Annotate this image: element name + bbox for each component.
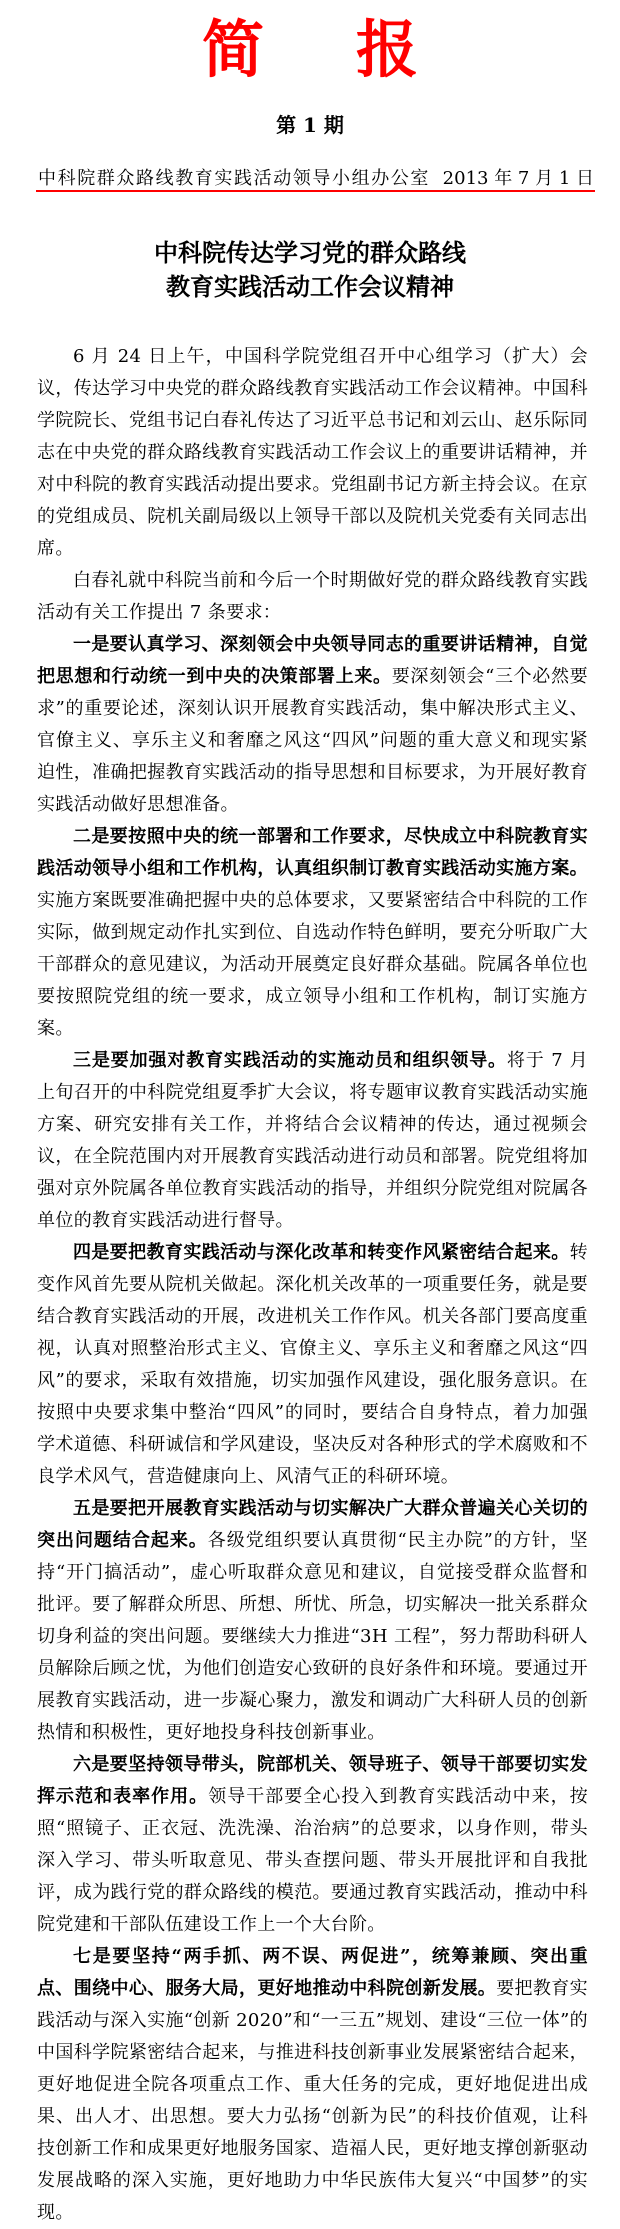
masthead-char-2: 报	[355, 13, 418, 86]
requirement-heading: 四是要把教育实践活动与深化改革和转变作风紧密结合起来。	[73, 1242, 570, 1263]
article-body	[37, 341, 588, 2229]
article-title	[0, 236, 620, 304]
requirement-heading: 六是要坚持领导带头，院部机关、领导班子、领导干部要切实发挥示范和表率作用。	[37, 1754, 588, 1807]
requirement-2: 二是要按照中央的统一部署和工作要求，尽快成立中科院教育实践活动领导小组和工作机构，认真组织制订教育实践活动实施方案。实施方案既要准确把握中央的总体要求，又要紧密结合中科院的工作实际，做到规定动作扎实到位、自选动作特色鲜明，要充分听取广大干部群众的意见建议，为活动开展奠定良好群众基础。院属各单位也要按照院党组的统一要求，成立领导小组和工作机构，制订实施方案。	[37, 826, 588, 1039]
requirement-heading: 二是要按照中央的统一部署和工作要求，尽快成立中科院教育实践活动领导小组和工作机构，认真组织制订教育实践活动实施方案。	[37, 826, 588, 879]
requirement-4: 四是要把教育实践活动与深化改革和转变作风紧密结合起来。转变作风首先要从院机关做起。深化机关改革的一项重要任务，就是要结合教育实践活动的开展，改进机关工作作风。机关各部门要高度重视，认真对照整治形式主义、官僚主义、享乐主义和奢靡之风这“四风”的要求，采取有效措施，切实加强作风建设，强化服务意识。在按照中央要求集中整治“四风”的同时，要结合自身特点，着力加强学术道德、科研诚信和学风建设，坚决反对各种形式的学术腐败和不良学术风气，营造健康向上、风清气正的科研环境。	[37, 1242, 588, 1487]
paragraph-1: 6 月 24 日上午，中国科学院党组召开中心组学习（扩大）会议，传达学习中央党的群众路线教育实践活动工作会议精神。中国科学院院长、党组书记白春礼传达了习近平总书记和刘云山、赵乐际同志在中央党的群众路线教育实践活动工作会议上的重要讲话精神，并对中科院的教育实践活动提出要求。党组副书记方新主持会议。在京的党组成员、院机关副局级以上领导干部以及院机关党委有关同志出席。	[37, 346, 588, 559]
issue-date: 2013 年 7 月 1 日	[442, 168, 594, 189]
article-title-line-1: 中科院传达学习党的群众路线	[154, 238, 466, 267]
requirement-heading: 三是要加强对教育实践活动的实施动员和组织领导。	[73, 1050, 507, 1071]
bulletin-masthead	[0, 13, 620, 86]
requirement-1: 一是要认真学习、深刻领会中央领导同志的重要讲话精神，自觉把思想和行动统一到中央的决策部署上来。要深刻领会“三个必然要求”的重要论述，深刻认识开展教育实践活动，集中解决形式主义、官僚主义、享乐主义和奢靡之风这“四风”问题的重大意义和现实紧迫性，准确把握教育实践活动的指导思想和目标要求，为开展好教育实践活动做好思想准备。	[37, 634, 588, 815]
paragraph-2: 白春礼就中科院当前和今后一个时期做好党的群众路线教育实践活动有关工作提出 7 条要求：	[37, 570, 588, 623]
requirement-5: 五是要把开展教育实践活动与切实解决广大群众普遍关心关切的突出问题结合起来。各级党组织要认真贯彻“民主办院”的方针，坚持“开门搞活动”，虚心听取群众意见和建议，自觉接受群众监督和批评。要了解群众所思、所想、所忧、所急，切实解决一批关系群众切身利益的突出问题。要继续大力推进“3H 工程”，努力帮助科研人员解除后顾之忧，为他们创造安心致研的良好条件和环境。要通过开展教育实践活动，进一步凝心聚力，激发和调动广大科研人员的创新热情和积极性，更好地投身科技创新事业。	[37, 1498, 588, 1743]
article-title-line-2: 教育实践活动工作会议精神	[166, 272, 454, 301]
requirement-heading: 七是要坚持“两手抓、两不误、两促进”，统筹兼顾、突出重点、围绕中心、服务大局，更好地推动中科院创新发展。	[37, 1946, 588, 1999]
issuer-office: 中科院群众路线教育实践活动领导小组办公室	[38, 168, 430, 189]
issue-number: 第 1 期	[276, 113, 344, 137]
requirement-6: 六是要坚持领导带头，院部机关、领导班子、领导干部要切实发挥示范和表率作用。领导干部要全心投入到教育实践活动中来，按照“照镜子、正衣冠、洗洗澡、治治病”的总要求，以身作则，带头深入学习、带头听取意见、带头查摆问题、带头开展批评和自我批评，成为践行党的群众路线的模范。要通过教育实践活动，推动中科院党建和干部队伍建设工作上一个大台阶。	[37, 1754, 589, 1935]
requirement-heading: 一是要认真学习、深刻领会中央领导同志的重要讲话精神，自觉把思想和行动统一到中央的决策部署上来。	[37, 634, 588, 687]
masthead-char-1: 简	[201, 13, 264, 86]
issuer-line	[38, 166, 594, 192]
requirement-7: 七是要坚持“两手抓、两不误、两促进”，统筹兼顾、突出重点、围绕中心、服务大局，更好地推动中科院创新发展。要把教育实践活动与深入实施“创新 2020”和“一三五”规划、建设“三位一体”的中国科学院紧密结合起来，与推进科技创新事业发展紧密结合起来，更好地促进全院各项重点工作、重大任务的完成，更好地促进出成果、出人才、出思想。要大力弘扬“创新为民”的科技价值观，让科技创新工作和成果更好地服务国家、造福人民，更好地支撑创新驱动发展战略的深入实施，更好地助力中华民族伟大复兴“中国梦”的实现。	[37, 1946, 589, 2223]
requirement-heading: 五是要把开展教育实践活动与切实解决广大群众普遍关心关切的突出问题结合起来。	[37, 1498, 588, 1551]
red-divider	[36, 190, 595, 192]
requirement-3: 三是要加强对教育实践活动的实施动员和组织领导。将于 7 月上旬召开的中科院党组夏季扩大会议，将专题审议教育实践活动实施方案、研究安排有关工作，并将结合会议精神的传达，通过视频会议，在全院范围内对开展教育实践活动进行动员和部署。院党组将加强对京外院属各单位教育实践活动的指导，并组织分院党组对院属各单位的教育实践活动进行督导。	[37, 1050, 588, 1231]
